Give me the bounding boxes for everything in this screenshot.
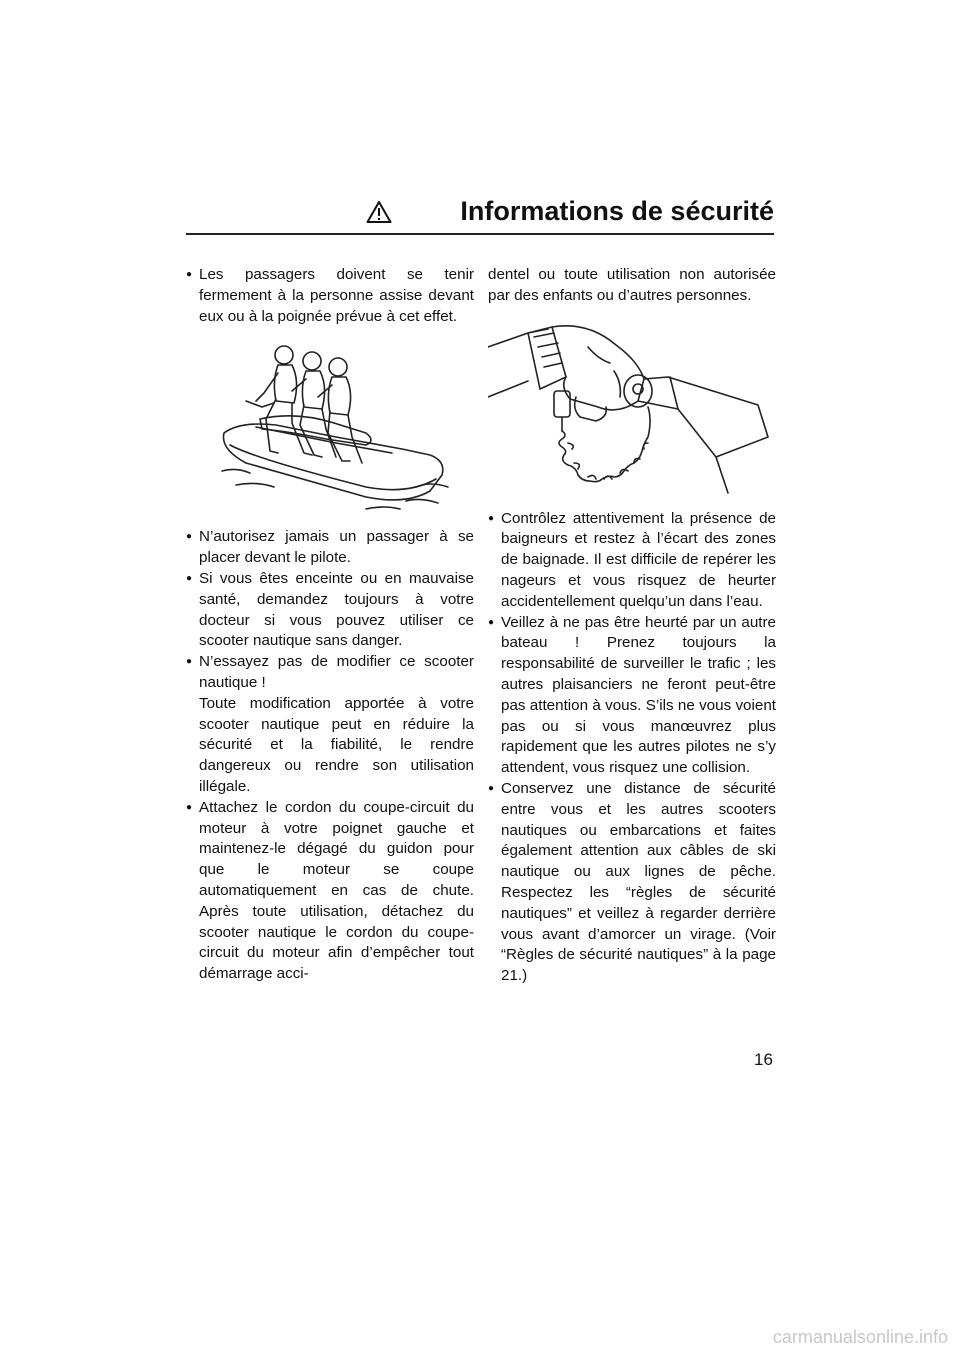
bullet-pregnant-health: ● Si vous êtes enceinte ou en mauvaise santé, demandez toujours à votre docteur si vous pouvez utiliser ce scooter nautique sans danger. [186,569,474,652]
page-title: Informations de sécurité [460,196,774,226]
bullet-safe-distance: ● Conservez une distance de sécurité entre vous et les autres scooters nautiques ou embarcations et faites également attention aux câbles de ski nautique ou aux lignes de pêche. Respectez les “règles de sécurité nautiques” et veillez à regarder derrière vous avant d’amorcer un virage. (Voir “Règles de sécurité nautiques” à la page 21.) [488,779,776,987]
wrist-lanyard-illustration [488,317,776,497]
left-column [186,265,474,985]
bullet-no-modification-detail: Toute modification apportée à votre scooter nautique peut en réduire la sécurité et la fiabilité, le rendre dangereux ou rendre son utilisation illégale. [199,694,474,795]
bullet-other-boats: ● Veillez à ne pas être heurté par un autre bateau ! Prenez toujours la responsabilité de surveiller le trafic ; les autres plaisanciers ne feront peut-être pas attention à vous. S’ils ne vous voient pas ou si vous manœuvrez plus rapidement que les autres pilotes ne s’y attendent, vous risquez une collision. [488,613,776,779]
bullet-swimmers: ● Contrôlez attentivement la présence de baigneurs et restez à l’écart des zones de baignade. Il est difficile de repérer les nageurs et vous risquez de heurter accidentellement quelqu’un dans l’eau. [488,509,776,613]
bullet-no-modification: ● N’essayez pas de modifier ce scooter nautique ! [186,652,474,694]
warning-triangle-icon [366,200,392,224]
bullet-no-passenger-front: ● N’autorisez jamais un passager à se placer devant le pilote. [186,527,474,569]
page-header [186,196,774,232]
bullet-lanyard: ● Attachez le cordon du coupe-circuit du moteur à votre poignet gauche et maintenez-le dégagé du guidon pour que le moteur se coupe automatiquement en cas de chute. Après toute utilisation, détachez du scooter nautique le cordon du coupe-circuit du moteur afin d’empêcher tout démarrage acci- [186,798,474,985]
three-riders-jetski-illustration [216,341,456,511]
page-number: 16 [754,1050,773,1069]
right-column [488,265,776,987]
watermark[interactable]: carmanualsonline.info [772,1327,948,1347]
lanyard-continuation: dentel ou toute utilisation non autorisée par des enfants ou d’autres personnes. [488,266,776,304]
bullet-passengers-hold: ● Les passagers doivent se tenir fermement à la personne assise devant eux ou à la poignée prévue à cet effet. [186,265,474,327]
header-rule [186,233,774,235]
